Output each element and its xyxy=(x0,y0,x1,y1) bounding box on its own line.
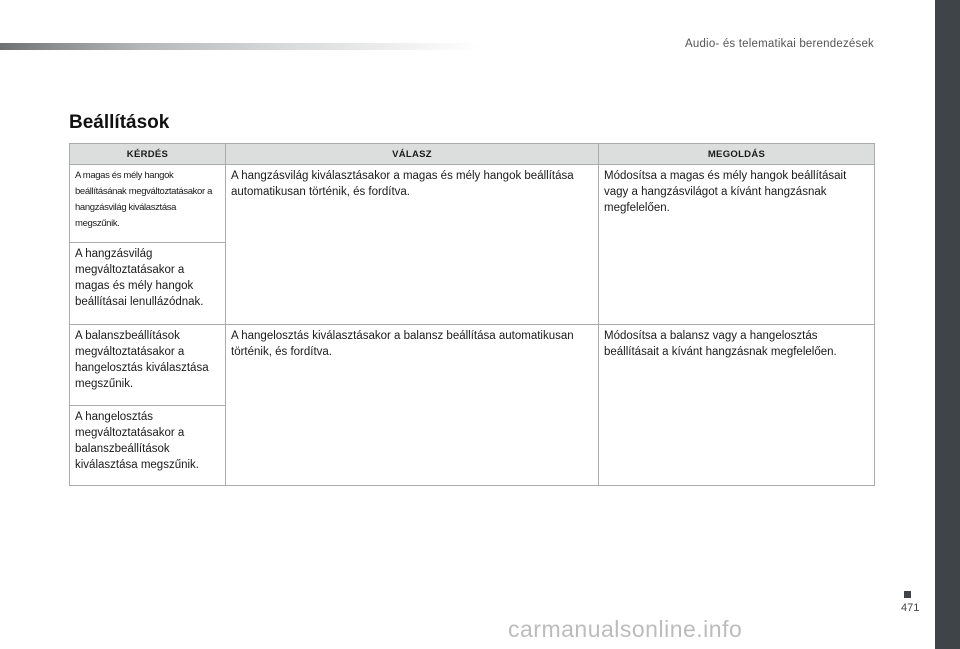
side-strip xyxy=(935,0,960,649)
solution-cell: Módosítsa a balansz vagy a hangelosztás beállításait a kívánt hangzásnak megfelelően. xyxy=(599,325,875,486)
column-header-question: KÉRDÉS xyxy=(70,144,226,165)
question-cell: A magas és mély hangok beállításának megváltoztatásakor a hangzásvilág kiválasztása megszűnik. xyxy=(70,165,226,243)
faq-table xyxy=(69,143,875,486)
table-row xyxy=(70,165,875,243)
page-marker xyxy=(904,591,911,598)
column-header-answer: VÁLASZ xyxy=(226,144,599,165)
table-row xyxy=(70,325,875,406)
column-header-solution: MEGOLDÁS xyxy=(599,144,875,165)
answer-cell: A hangelosztás kiválasztásakor a balansz beállítása automatikusan történik, és fordítva. xyxy=(226,325,599,486)
question-cell: A hangelosztás megváltoztatásakor a balanszbeállítások kiválasztása megszűnik. xyxy=(70,406,226,486)
question-cell: A hangzásvilág megváltoztatásakor a magas és mély hangok beállításai lenullázódnak. xyxy=(70,243,226,325)
page-number: 471 xyxy=(901,602,920,614)
solution-cell: Módosítsa a magas és mély hangok beállításait vagy a hangzásvilágot a kívánt hangzásnak megfelelően. xyxy=(599,165,875,325)
table-header-row xyxy=(70,144,875,165)
question-cell: A balanszbeállítások megváltoztatásakor a hangelosztás kiválasztása megszűnik. xyxy=(70,325,226,406)
header-gradient-bar xyxy=(0,43,480,50)
page-title: Beállítások xyxy=(69,112,170,133)
watermark: carmanualsonline.info xyxy=(508,616,743,642)
answer-cell: A hangzásvilág kiválasztásakor a magas és mély hangok beállítása automatikusan történik, és fordítva. xyxy=(226,165,599,325)
section-header: Audio- és telematikai berendezések xyxy=(685,38,874,50)
